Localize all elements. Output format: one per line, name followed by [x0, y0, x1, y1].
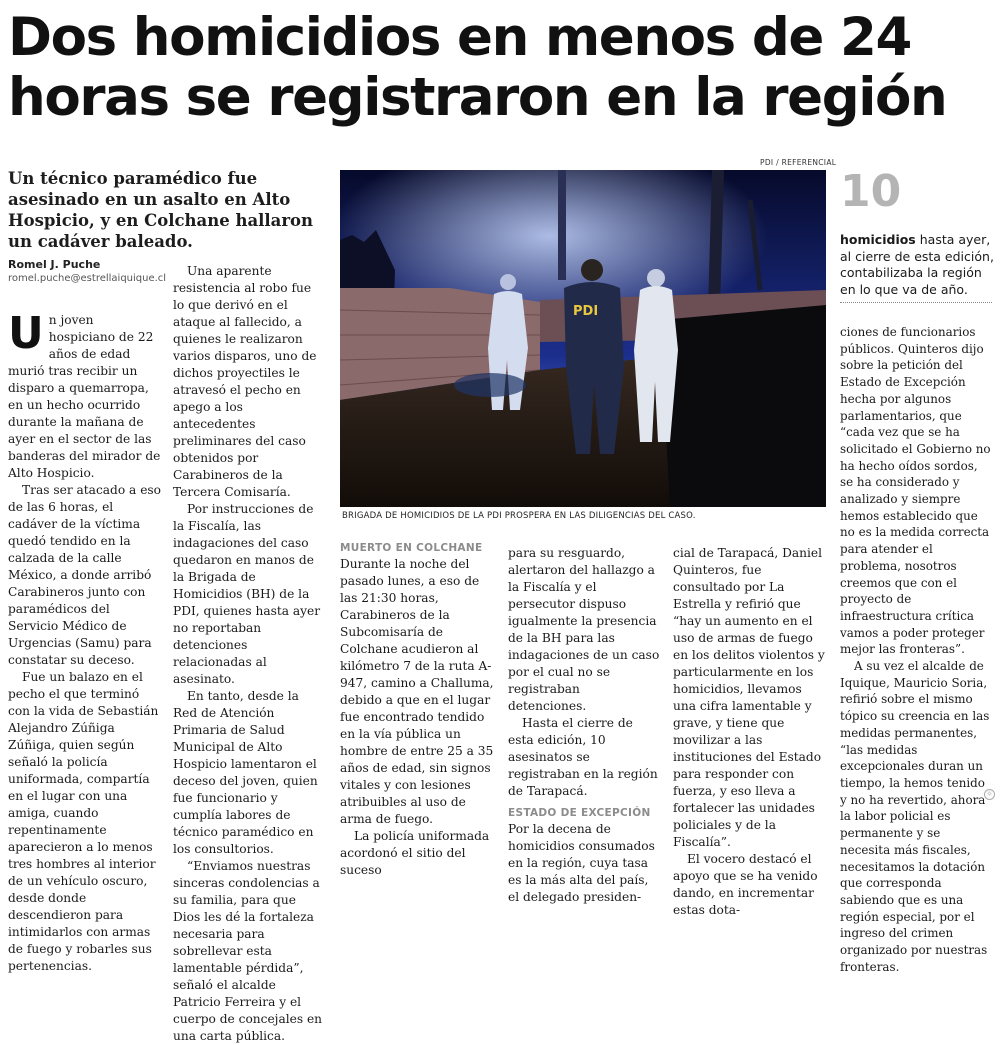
news-photo [340, 170, 826, 507]
paragraph: El vocero destacó el apoyo que se ha venido dando, en incrementar estas dota- [673, 852, 818, 917]
paragraph: ciones de funcionarios públicos. Quinteros dijo sobre la petición del Estado de Excepción hecha por algunos parlamentarios, que “cada vez que se ha solicitado el Gobierno no ha hecho oídos sordos, se ha considerado y analizado y siempre hemos establecido que no es la medida correcta para atender el problema, nosotros creemos que con el proyecto de infraestructura crítica vamos a poder proteger mejor las fronteras”. [840, 325, 991, 657]
photo-caption: BRIGADA DE HOMICIDIOS DE LA PDI PROSPERA EN LAS DILIGENCIAS DEL CASO. [342, 511, 696, 521]
column-6 [840, 324, 994, 975]
paragraph: A su vez el alcalde de Iquique, Mauricio Soria, refirió sobre el mismo tópico su creencia en las medidas permanentes, “las medidas excepcionales duran un tiempo, la hemos tenido y no ha revertido, ahora la labor policial es permanente y se necesita más fiscales, necesitamos la dotación que corresponda sabiendo que es una región especial, por el ingreso del crimen organizado por nuestras fronteras. [840, 659, 990, 974]
paragraph: “Enviamos nuestras sinceras condolencias a su familia, para que Dios les dé la fortaleza necesaria para sobrellevar esta lamentable pérdida”, señaló el alcalde Patricio Ferreira y el cuerpo de concejales en una carta pública. [173, 859, 323, 1043]
lead-text: n joven hospiciano de 22 años de edad murió tras recibir un disparo a quemarropa, en un hecho ocurrido durante la mañana de ayer en el sector de las banderas del mirador de Alto Hospicio. [8, 313, 161, 480]
subhead: Un técnico paramédico fue asesinado en un asalto en Alto Hospicio, y en Colchane hallaron un cadáver baleado. [8, 169, 314, 251]
stat-highlight: homicidios [840, 232, 916, 247]
section-heading-excepcion: ESTADO DE EXCEPCIÓN [508, 807, 651, 819]
paragraph: Tras ser atacado a eso de las 6 horas, el cadáver de la víctima quedó tendido en la calzada de la calle México, a donde arribó Carabineros junto con paramédicos del Servicio Médico de Urgencias (Samu) para constatar su deceso. [8, 483, 161, 667]
paragraph: La policía uniformada acordonó el sitio del suceso [340, 829, 490, 877]
paragraph: Hasta el cierre de esta edición, 10 asesinatos se registraban en la región de Tarapacá. [508, 716, 658, 798]
byline-name: Romel J. Puche [8, 258, 101, 271]
column-1 [8, 308, 161, 975]
paragraph: Por la decena de homicidios consumados en la región, cuya tasa es la más alta del país, el delegado presiden- [508, 822, 655, 904]
crime-scene-image [340, 170, 826, 507]
paragraph: Durante la noche del pasado lunes, a eso de las 21:30 horas, Carabineros de la Subcomisaría de Colchane acudieron al kilómetro 7 de la ruta A-947, camino a Challuma, debido a que en el lugar fue encontrado tendido en la vía pública un hombre de entre 25 a 35 años de edad, sin signos vitales y con lesiones atribuibles al uso de arma de fuego. [340, 557, 494, 826]
paragraph: Una aparente resistencia al robo fue lo que derivó en el ataque al fallecido, a quienes le realizaron varios disparos, uno de dichos proyectiles le atravesó el pecho en apego a los antecedentes preliminares del caso obtenidos por Carabineros de la Tercera Comisaría. [173, 264, 317, 499]
headline: Dos homicidios en menos de 24 horas se registraron en la región [8, 7, 947, 128]
column-2 [173, 263, 325, 1045]
byline-email[interactable]: romel.puche@estrellaiquique.cl [8, 273, 167, 284]
stat-number: 10 [840, 166, 902, 217]
paragraph: En tanto, desde la Red de Atención Primaria de Salud Municipal de Alto Hospicio lamentaron el deceso del joven, quien fue funcionario y cumplía labores de técnico paramédico en los consultorios. [173, 689, 318, 856]
column-5 [673, 545, 825, 919]
paragraph: para su resguardo, alertaron del hallazgo a la Fiscalía y el persecutor dispuso igualmente la presencia de la BH para las indagaciones de un caso por el cual no se registraban detenciones. [508, 546, 660, 713]
vest-label: PDI [573, 304, 599, 319]
stat-divider [840, 302, 992, 303]
paragraph: cial de Tarapacá, Daniel Quinteros, fue consultado por La Estrella y refirió que “hay un aumento en el uso de armas de fuego en los delitos violentos y particularmente en los homicidios, llevamos una cifra lamentable y grave, y tiene que movilizar a las instituciones del Estado para responder con fuerza, y eso lleva a fortalecer las unidades policiales y de la Fiscalía”. [673, 546, 825, 849]
paragraph: Fue un balazo en el pecho el que terminó con la vida de Sebastián Alejandro Zúñiga Zúñiga, quien según señaló la policía uniformada, compartía en el lugar con una amiga, cuando repentinamente aparecieron a lo menos tres hombres al interior de un vehículo oscuro, desde donde descendieron para intimidarlos con armas de fuego y robarles sus pertenencias. [8, 670, 159, 973]
sun-icon: ☼ [984, 789, 995, 800]
drop-cap: U [8, 308, 44, 359]
lead-paragraph [8, 308, 161, 482]
paragraph: Por instrucciones de la Fiscalía, las indagaciones del caso quedaron en manos de la Brigada de Homicidios (BH) de la PDI, quienes hasta ayer no reportaban detenciones relacionadas al asesinato. [173, 502, 321, 686]
column-4 [508, 545, 660, 906]
column-3 [340, 535, 496, 879]
stat-description: hasta ayer, al cierre de esta edición, contabilizaba la región en lo que va de año. [840, 232, 994, 297]
stat-text [840, 232, 995, 298]
photo-credit: PDI / REFERENCIAL [760, 158, 837, 167]
section-heading-colchane: MUERTO EN COLCHANE [340, 542, 483, 554]
